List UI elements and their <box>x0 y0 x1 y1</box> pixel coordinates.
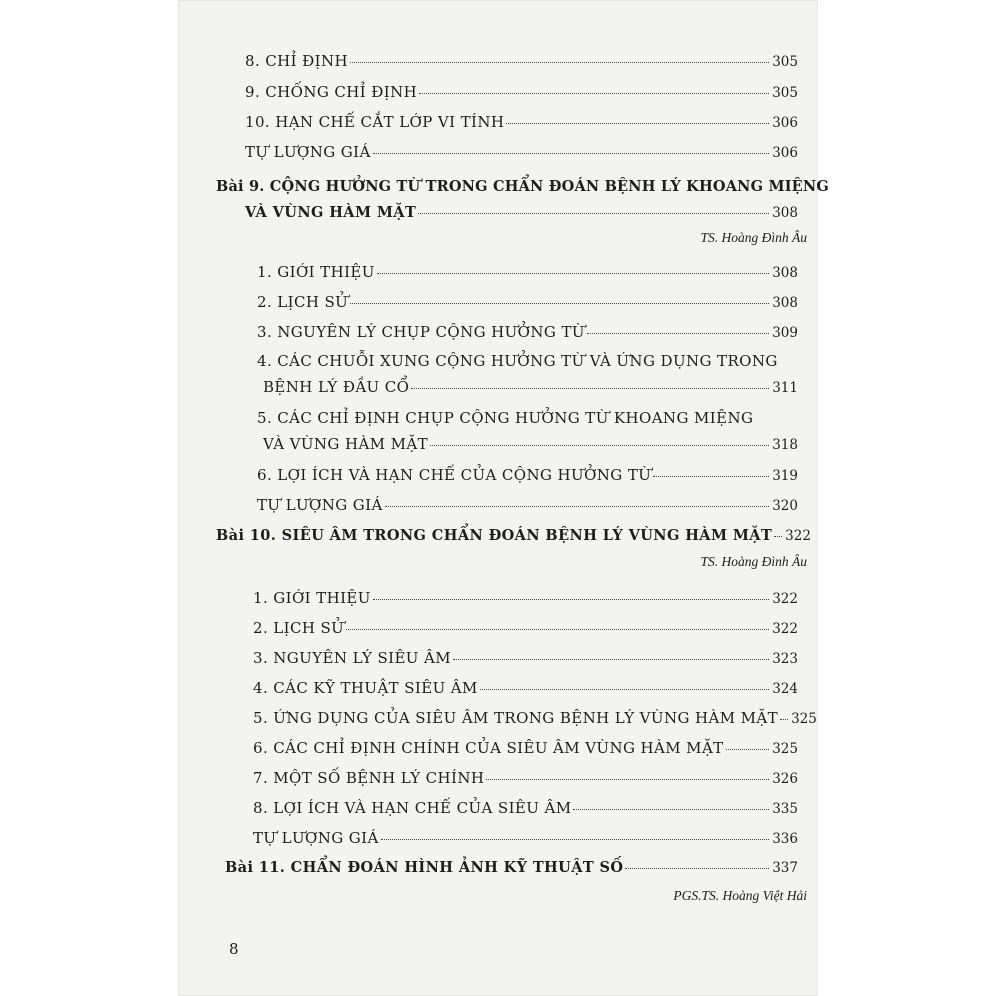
lesson-10-author: TS. Hoàng Đình Âu <box>700 554 807 569</box>
toc-entry-page: 326 <box>772 771 798 787</box>
page-number: 8 <box>229 940 239 958</box>
leader-dots <box>430 445 769 446</box>
leader-dots <box>625 868 769 869</box>
toc-entry-page: 335 <box>772 801 798 817</box>
toc-entry <box>245 204 798 221</box>
leader-dots <box>780 719 788 720</box>
lesson-9-title: Bài 9. CỘNG HƯỞNG TỪ TRONG CHẨN ĐOÁN BỆNH LÝ KHOANG MIỆNG <box>216 178 829 195</box>
toc-entry-page: 305 <box>772 54 798 70</box>
toc-entry-label: 1. GIỚI THIỆU <box>257 263 375 281</box>
toc-entry-page: 309 <box>772 325 798 341</box>
leader-dots <box>377 273 769 274</box>
leader-dots <box>373 599 769 600</box>
toc-entry <box>245 113 798 131</box>
toc-entry-label: 9. CHỐNG CHỈ ĐỊNH <box>245 83 418 101</box>
toc-entry-label: BỆNH LÝ ĐẦU CỔ <box>263 378 410 396</box>
toc-entry-label: 8. LỢI ÍCH VÀ HẠN CHẾ CỦA SIÊU ÂM <box>253 799 572 817</box>
toc-entry <box>253 739 798 757</box>
toc-entry-page: 311 <box>772 380 798 396</box>
toc-entry-page: 306 <box>772 145 798 161</box>
toc-entry <box>263 378 798 396</box>
toc-entry-label: 6. CÁC CHỈ ĐỊNH CHÍNH CỦA SIÊU ÂM VÙNG HÀM MẶT <box>253 739 724 757</box>
toc-entry <box>253 589 798 607</box>
toc-entry <box>253 649 798 667</box>
toc-entry-label: 6. LỢI ÍCH VÀ HẠN CHẾ CỦA CỘNG HƯỞNG TỪ <box>257 466 652 484</box>
toc-entry <box>216 527 811 544</box>
toc-entry <box>257 293 798 311</box>
toc-entry <box>225 859 798 876</box>
leader-dots <box>653 476 769 477</box>
leader-dots <box>385 506 769 507</box>
toc-entry-label: 3. NGUYÊN LÝ SIÊU ÂM <box>253 649 451 667</box>
lesson-11-title: Bài 11. CHẨN ĐOÁN HÌNH ẢNH KỸ THUẬT SỐ <box>225 859 624 876</box>
toc-entry-label: 10. HẠN CHẾ CẮT LỚP VI TÍNH <box>245 113 505 131</box>
toc-entry-label: TỰ LƯỢNG GIÁ <box>253 829 379 847</box>
toc-entry-line1 <box>257 352 798 370</box>
toc-entry <box>257 466 798 484</box>
toc-entry <box>253 829 798 847</box>
toc-entry-label: 4. CÁC KỸ THUẬT SIÊU ÂM <box>253 679 478 697</box>
toc-entry-label: 8. CHỈ ĐỊNH <box>245 52 348 70</box>
toc-entry-page: 324 <box>772 681 798 697</box>
toc-entry-label: 3. NGUYÊN LÝ CHỤP CỘNG HƯỞNG TỪ <box>257 323 585 341</box>
toc-entry-page: 336 <box>772 831 798 847</box>
toc-entry-label: TỰ LƯỢNG GIÁ <box>257 496 383 514</box>
toc-entry-label: 5. ỨNG DỤNG CỦA SIÊU ÂM TRONG BỆNH LÝ VÙNG HÀM MẶT <box>253 709 779 727</box>
toc-entry <box>253 799 798 817</box>
toc-entry <box>263 435 798 453</box>
toc-entry-label: VÀ VÙNG HÀM MẶT <box>245 204 417 221</box>
toc-entry-page: 325 <box>772 741 798 757</box>
toc-entry-page: 323 <box>772 651 798 667</box>
toc-entry-page: 319 <box>772 468 798 484</box>
toc-entry <box>257 323 798 341</box>
toc-entry <box>245 83 798 101</box>
toc-entry-line1 <box>257 409 798 427</box>
toc-entry-page: 308 <box>772 295 798 311</box>
toc-entry-label: 1. GIỚI THIỆU <box>253 589 371 607</box>
toc-entry-label: 4. CÁC CHUỖI XUNG CỘNG HƯỞNG TỪ VÀ ỨNG DỤNG TRONG <box>257 352 778 370</box>
leader-dots <box>573 809 769 810</box>
toc-entry <box>257 263 798 281</box>
toc-entry-page: 308 <box>772 265 798 281</box>
toc-entry <box>245 143 798 161</box>
toc-entry-page: 322 <box>772 621 798 637</box>
toc-entry-page: 305 <box>772 85 798 101</box>
toc-entry-label: 2. LỊCH SỬ <box>253 619 345 637</box>
toc-entry-label: 2. LỊCH SỬ <box>257 293 349 311</box>
leader-dots <box>373 153 769 154</box>
leader-dots <box>480 689 769 690</box>
leader-dots <box>506 123 769 124</box>
leader-dots <box>381 839 769 840</box>
leader-dots <box>486 779 769 780</box>
leader-dots <box>587 333 769 334</box>
toc-entry <box>253 709 817 727</box>
toc-entry-page: 318 <box>772 437 798 453</box>
leader-dots <box>453 659 769 660</box>
toc-entry-page: 320 <box>772 498 798 514</box>
toc-entry-page: 325 <box>791 711 817 727</box>
leader-dots <box>774 536 782 537</box>
lesson-10-title: Bài 10. SIÊU ÂM TRONG CHẨN ĐOÁN BỆNH LÝ VÙNG HÀM MẶT <box>216 527 773 544</box>
leader-dots <box>726 749 770 750</box>
toc-entry-page: 306 <box>772 115 798 131</box>
toc-entry <box>245 52 798 70</box>
toc-entry-page: 322 <box>772 591 798 607</box>
toc-entry-page: 322 <box>785 528 811 544</box>
toc-entry <box>257 496 798 514</box>
lesson-11-author: PGS.TS. Hoàng Việt Hải <box>673 888 807 903</box>
toc-entry-label: 7. MỘT SỐ BỆNH LÝ CHÍNH <box>253 769 485 787</box>
leader-dots <box>346 629 769 630</box>
leader-dots <box>350 62 769 63</box>
lesson-9-author: TS. Hoàng Đình Âu <box>700 230 807 245</box>
toc-entry-label: VÀ VÙNG HÀM MẶT <box>263 435 429 453</box>
leader-dots <box>419 93 769 94</box>
toc-entry-page: 337 <box>772 860 798 876</box>
toc-entry <box>253 679 798 697</box>
toc-entry-label: 5. CÁC CHỈ ĐỊNH CHỤP CỘNG HƯỞNG TỪ KHOANG MIỆNG <box>257 409 754 427</box>
toc-entry-label: TỰ LƯỢNG GIÁ <box>245 143 371 161</box>
leader-dots <box>411 388 769 389</box>
toc-entry <box>253 619 798 637</box>
toc-entry <box>253 769 798 787</box>
leader-dots <box>350 303 769 304</box>
toc-entry-page: 308 <box>772 205 798 221</box>
leader-dots <box>418 213 769 214</box>
